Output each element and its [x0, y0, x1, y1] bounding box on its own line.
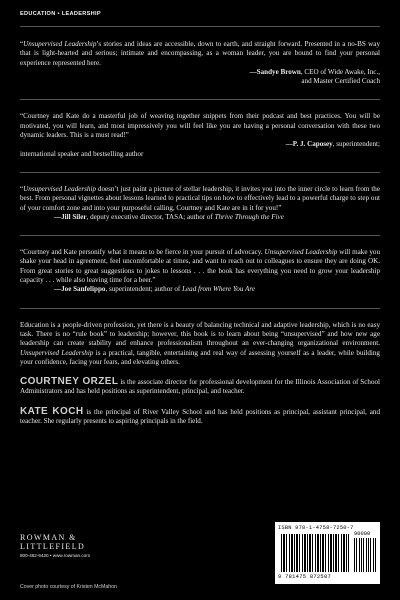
price-code: 90000: [354, 531, 371, 537]
quote-text: “Courtney and Kate personify what it means to be fierce in your pursuit of advocacy.: [20, 248, 265, 257]
endorsement-quote: [20, 248, 380, 294]
quote-attribution: [20, 285, 380, 294]
description-text: is a practical, tangible, entertaining and real way of assessing yourself as a leader, while building your confidence, facing your fears, and elevating others.: [20, 348, 380, 366]
endorsement-quote: “Unsupervised Leadership’s stories and ideas are accessible, down to earth, and straight forward. Presented in a no-BS way that is light-hearted and serious; intimate and encompassing, as a woman leader, you are bound to find your personal experience represented here. —Sandye Brown, CEO of Wide Awake, Inc., and Master Certified Coach: [20, 40, 380, 86]
endorser-title: , CEO of Wide Awake, Inc.,: [300, 67, 380, 76]
photo-credit: Cover photo courtesy of Kristen McMahon: [20, 584, 117, 590]
quote-text: ’s stories and ideas are accessible, down to earth, and straight forward. Presented in a no-BS way that is light-hearted and serious; intimate and encompassing, as a woman leader, you are bound to find your personal experience represented here.: [20, 40, 380, 67]
quote-attribution: [20, 68, 380, 77]
endorser-title: , deputy executive director, TASA; author of: [86, 212, 215, 221]
endorser-book-title: Lead from Where You Are: [182, 285, 255, 294]
quote-attribution-line2: international speaker and bestselling author: [20, 149, 144, 158]
endorser-name: —P. J. Caposey: [285, 140, 333, 149]
category-education: EDUCATION: [20, 11, 56, 17]
book-title-italic: Unsupervised Leadership: [23, 184, 96, 193]
author-name: KATE KOCH: [20, 405, 84, 417]
quote-attribution: [20, 213, 380, 222]
book-title-italic: Unsupervised Leadership: [264, 248, 338, 257]
endorsement-quote: “Unsupervised Leadership doesn’t just paint a picture of stellar leadership, it invites you into the inner circle to learn from the best. From personal vignettes about lessons learned to practical tips on how to effectively lead to a powerful charge to step out of your comfort zone and into your purposeful calling, Courtney and Kate are in it for you!” —Jill Siler, deputy executive director, TASA; author of Thrive Through the Five: [20, 184, 380, 221]
endorser-title: , superintendent;: [332, 140, 380, 149]
endorser-name: —Joe Sanfelippo: [54, 285, 106, 294]
publisher-name-line1: ROWMAN &: [20, 533, 77, 542]
author-name: COURTNEY ORZEL: [20, 376, 119, 388]
author-bio-text: is the principal of River Valley School and has held positions as principal, assistant principal, and teacher. She regularly presents to aspiring principals in the field.: [20, 407, 380, 426]
category-label: [20, 11, 101, 17]
quote-text: doesn’t just paint a picture of stellar leadership, it invites you into the inner circle to learn from the best. From personal vignettes about lessons learned to practical tips on how to effectively lead to a powerful charge to step out of your comfort zone and into your purposeful calling, Courtney and Kate are in it for you!”: [20, 184, 380, 212]
barcode-addon-bars: [354, 538, 376, 572]
endorser-name: —Sandye Brown: [249, 67, 301, 76]
barcode-digits: 9 781475 872507: [278, 574, 332, 580]
divider: [20, 172, 380, 173]
category-leadership: LEADERSHIP: [61, 11, 101, 17]
book-title-italic: Unsupervised Leadership: [20, 348, 94, 357]
quote-text: “Courtney and Kate do a masterful job of weaving together snippets from their podcast and best practices. You will be motivated, you will learn, and most impressively you will feel like you are having a personal conversation with these two dynamic leaders. This is a must read!”: [20, 112, 380, 140]
quote-text: will make you shake your head in agreement, feel uncomfortable at times, and want to reach out to colleagues to ensure they are doing OK. From great stories to great suggestions to jokes to lessons . . . the book has everything you need to grow your leadership capacity . . . while also leaving time for a beer.”: [20, 248, 381, 285]
author-bio: [20, 377, 380, 397]
endorser-book-title: Thrive Through the Five: [214, 212, 284, 221]
category-separator: •: [57, 11, 60, 17]
isbn-number: ISBN 978-1-4758-7250-7: [278, 525, 354, 531]
divider: [20, 99, 380, 100]
quote-attribution-line2: and Master Certified Coach: [301, 77, 380, 86]
quote-attribution: [20, 140, 380, 149]
publisher-logo: [20, 533, 140, 558]
top-divider: [20, 26, 380, 27]
divider: [20, 235, 380, 236]
content-column: [20, 40, 380, 436]
barcode-bars: [281, 534, 349, 572]
isbn-barcode: [275, 522, 380, 584]
endorser-title: , superintendent; author of: [105, 285, 183, 294]
publisher-name-line2: LITTLEFIELD: [20, 542, 86, 551]
book-description: [20, 321, 380, 367]
endorsement-quote: [20, 112, 380, 158]
author-bio: [20, 407, 380, 427]
description-text: Education is a people-driven profession, yet there is a beauty of balancing technical and adaptive leadership, which is no easy task. There is no “rule book” to leadership; however, this book is to learn about being “unsupervised” and how new age leadership can create stability and enhance professionalism throughout an ever-changing organizational environment.: [20, 320, 380, 348]
publisher-contact: 800-462-6420 • www.rowman.com: [20, 553, 91, 558]
author-bio-text: is the associate director for professional development for the Illinois Association of School Administrators and has held positions as superintendent, principal, and teacher.: [20, 378, 381, 396]
divider: [20, 308, 380, 309]
endorser-name: —Jill Siler: [54, 212, 87, 221]
book-title-italic: Unsupervised Leadership: [23, 40, 97, 48]
